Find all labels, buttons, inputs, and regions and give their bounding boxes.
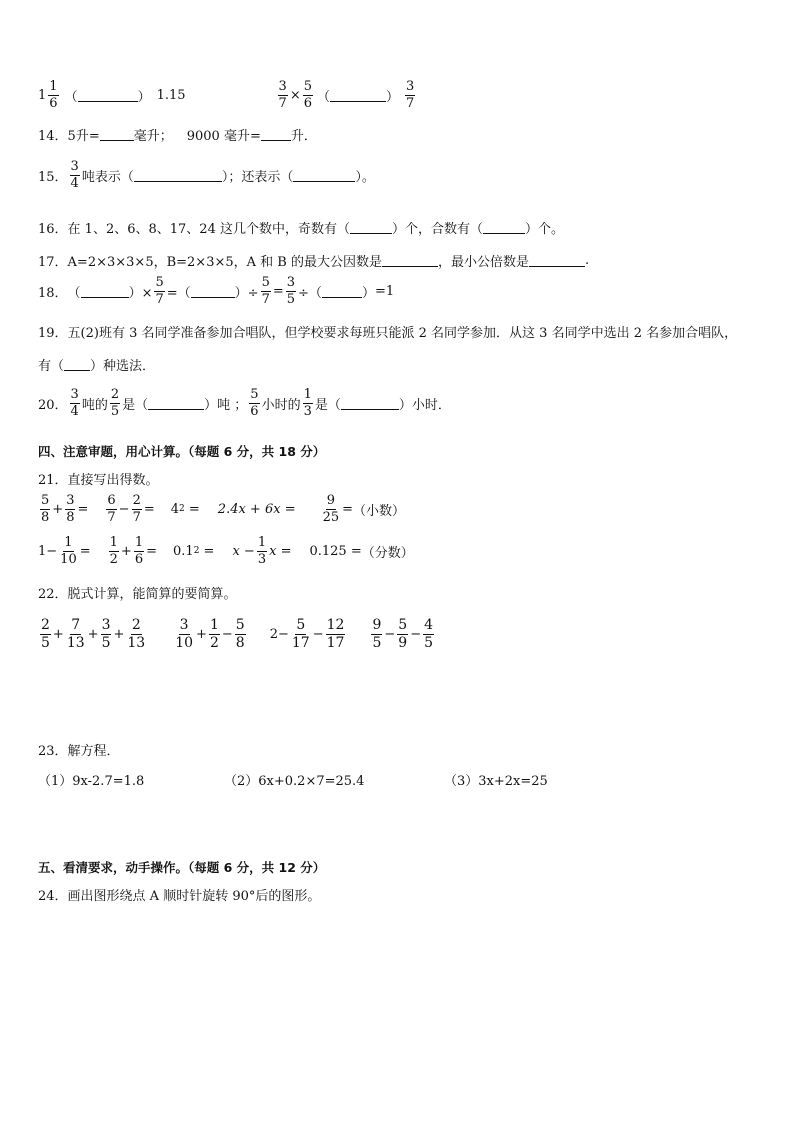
q21-title: 直接写出得数。	[67, 473, 159, 488]
answer-blank[interactable]	[64, 358, 90, 371]
q17-text: A=2×3×3×5，B=2×3×5，A 和 B 的最大公因数是	[67, 255, 382, 270]
equation-3: （3）3x+2x=25	[444, 774, 548, 789]
q21-note: （小数）	[353, 503, 406, 519]
q21-decimal: 0.125 =	[309, 543, 362, 559]
q23-title-line	[38, 740, 120, 759]
question-number: 22．	[38, 587, 68, 602]
q18-line: 18． （ ）× $\frac{5}{7}$ =（ ）÷ $\frac{5}{7}$ = $\frac{3}{5}$ ÷（ ） =1	[38, 275, 395, 307]
q14-text: 升．	[290, 129, 317, 144]
fraction: $\frac{3}{4}$	[70, 387, 79, 419]
q21-title-line	[38, 469, 159, 488]
q13-line: 1 $\frac{1}{6}$ （ ） 1.15 $\frac{3}{7}$ × $\frac{5}{6}$ （ ） $\frac{3}{7}$	[38, 79, 415, 111]
fraction: $\frac{5}{6}$	[303, 79, 313, 111]
fraction: $\frac{3}{7}$	[406, 79, 415, 111]
multiply-sign: ×	[289, 87, 301, 103]
fraction: $\frac{1}{6}$	[49, 79, 58, 111]
q20-line	[38, 388, 451, 418]
section-5-heading: 五、看清要求，动手操作。（每题 6 分，共 12 分）	[38, 860, 326, 875]
question-number: 24．	[38, 889, 68, 904]
question-number: 21．	[38, 473, 68, 488]
fraction: $\frac{2}{5}$	[110, 387, 120, 419]
question-number: 17．	[38, 255, 68, 270]
q23-equations	[38, 770, 548, 789]
q18-tail: =1	[374, 283, 395, 299]
q15-text: ）。	[355, 169, 375, 185]
q20-text: ）小时．	[398, 397, 451, 413]
answer-blank[interactable]	[529, 254, 585, 267]
answer-blank[interactable]	[330, 89, 386, 102]
base: 0.1	[173, 543, 194, 559]
q21-linear-expr: 2.4x + 6x =	[217, 501, 296, 517]
answer-blank[interactable]	[322, 285, 362, 298]
q16-line	[38, 218, 564, 237]
q19-line2	[38, 355, 155, 374]
q22-expressions: $\frac{2}{5}$ + $\frac{7}{13}$ + $\frac{3}{5}$ + $\frac{2}{13}$ $\frac{3}{10}$ + $\frac{1}{2}$ − $\frac{5}{8}$ 2− $\frac{5}{17}$ − $\frac{12}{17}$ $\frac{9}{5}$ − $\frac{5}{9}$ − $\frac{4}{5}$	[41, 617, 434, 651]
q15-text: 吨表示（	[81, 169, 134, 185]
answer-blank[interactable]	[293, 169, 355, 182]
answer-blank[interactable]	[350, 221, 392, 234]
q21-row2: 1− $\frac{1}{10}$ = $\frac{1}{2}$ + $\frac{1}{6}$ = 0.1 2 = x − $\frac{1}{3}$ x = 0.125 = （分数）	[38, 535, 414, 567]
exponent: 2	[193, 546, 200, 557]
answer-blank[interactable]	[341, 397, 399, 410]
q19-line1	[38, 322, 737, 341]
question-number: 15．	[38, 169, 68, 185]
fraction: $\frac{1}{3}$	[303, 387, 312, 419]
q24-line	[38, 885, 320, 904]
q17-text: .	[585, 253, 590, 268]
q20-text: 小时的	[261, 397, 301, 413]
q16-text: 在 1、2、6、8、17、24 这几个数中，奇数有（	[67, 222, 350, 237]
question-number: 14．	[38, 129, 68, 144]
q14-line	[38, 125, 317, 144]
equation-1: （1）9x-2.7=1.8	[38, 774, 145, 789]
answer-blank[interactable]	[191, 285, 235, 298]
question-number: 20．	[38, 397, 68, 413]
q20-text: 是（	[314, 397, 341, 413]
answer-blank[interactable]	[78, 89, 138, 102]
answer-blank[interactable]	[261, 128, 291, 141]
q19-text: 五(2)班有 3 名同学准备参加合唱队，但学校要求每班只能派 2 名同学参加．从这 3 名同学中选出 2 名参加合唱队，	[67, 326, 738, 341]
q17-text: ，最小公倍数是	[437, 255, 529, 270]
question-number: 16．	[38, 222, 68, 237]
compare-value: 1.15	[156, 87, 186, 103]
q14-text: 9000 毫升=	[186, 129, 261, 144]
q15-line	[38, 160, 375, 190]
fraction: $\frac{3}{4}$	[70, 159, 79, 191]
q14-text: 5升=	[67, 129, 100, 144]
q21-note: （分数）	[361, 545, 414, 561]
equation-2: （2）6x+0.2×7=25.4	[224, 774, 365, 789]
q21-row1: $\frac{5}{8}$ + $\frac{3}{8}$ = $\frac{6}{7}$ − $\frac{2}{7}$ = 4 2 = 2.4x + 6x = $\frac{9}{25}$ = （小数）	[41, 493, 406, 525]
q16-text: ）个，合数有（	[391, 222, 483, 237]
q16-text: ）个。	[525, 222, 565, 237]
exponent: 2	[179, 504, 185, 515]
question-number: 18．	[38, 285, 68, 301]
q19-text: ）种选法．	[90, 359, 156, 374]
q22-title-line	[38, 583, 237, 602]
answer-blank[interactable]	[100, 128, 134, 141]
whole: 1	[38, 87, 47, 103]
q23-title: 解方程．	[67, 744, 120, 759]
section-4-heading: 四、注意审题，用心计算。（每题 6 分，共 18 分）	[38, 444, 326, 459]
q19-text: 有（	[38, 359, 65, 374]
q14-text: 毫升；	[133, 129, 173, 144]
q20-text: 是（	[122, 397, 149, 413]
question-number: 19．	[38, 326, 68, 341]
q24-title: 画出图形绕点 A 顺时针旋转 90°后的图形。	[67, 889, 321, 904]
base: 4	[170, 501, 180, 517]
question-number: 23．	[38, 744, 68, 759]
fraction: $\frac{3}{5}$	[286, 275, 296, 307]
fraction: $\frac{5}{7}$	[155, 275, 164, 307]
q15-text: ）；还表示（	[221, 169, 294, 185]
answer-blank[interactable]	[148, 397, 204, 410]
q17-line	[38, 251, 589, 270]
answer-blank[interactable]	[134, 169, 222, 182]
fraction: $\frac{5}{7}$	[261, 275, 270, 307]
fraction: $\frac{3}{7}$	[278, 79, 287, 111]
answer-blank[interactable]	[81, 285, 129, 298]
fraction: $\frac{5}{6}$	[250, 387, 259, 419]
q22-title: 脱式计算，能简算的要简算。	[67, 587, 237, 602]
q20-text: 吨的	[81, 397, 108, 413]
answer-blank[interactable]	[382, 254, 438, 267]
answer-blank[interactable]	[483, 221, 525, 234]
q20-text: ）吨 ；	[204, 397, 248, 413]
